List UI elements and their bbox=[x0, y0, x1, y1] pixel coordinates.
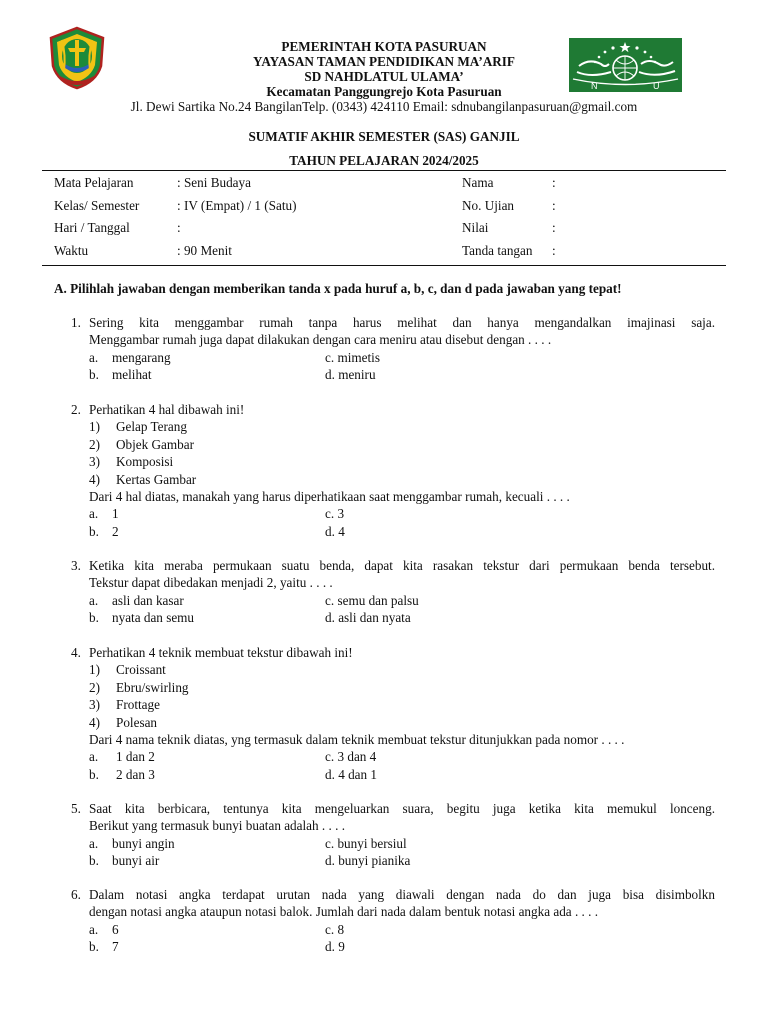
list-item: 3) Komposisi bbox=[89, 454, 174, 470]
list-item: 4) Kertas Gambar bbox=[89, 471, 197, 487]
info-value-score[interactable]: : bbox=[552, 220, 556, 235]
logo-letter-u: U bbox=[653, 81, 660, 91]
question-text: Perhatikan 4 teknik membuat tekstur dibawah ini! bbox=[89, 645, 353, 660]
option-d[interactable]: d. bunyi pianika bbox=[325, 853, 411, 869]
question-4 bbox=[71, 644, 715, 783]
question-text: Berikut yang termasuk bunyi buatan adalah . . . . bbox=[89, 818, 345, 834]
info-label-subject: Mata Pelajaran bbox=[54, 175, 134, 190]
option-b[interactable]: b. 2 bbox=[89, 523, 119, 539]
question-1 bbox=[71, 314, 715, 384]
list-item: 2) Objek Gambar bbox=[89, 436, 194, 452]
question-text: Dalam notasi angka terdapat urutan nada yang diawali dengan nada do dan juga bisa disimbolkn bbox=[89, 887, 715, 902]
option-b[interactable]: b. melihat bbox=[89, 367, 152, 383]
list-item: 3) Frottage bbox=[89, 697, 160, 713]
option-b[interactable]: b. nyata dan semu bbox=[89, 610, 195, 626]
info-label-score: Nilai bbox=[462, 220, 489, 235]
question-number: 5. bbox=[71, 801, 81, 816]
header-address: Jl. Dewi Sartika No.24 BangilanTelp. (0343) 424110 Email: sdnubangilanpasuruan@gmail.com bbox=[130, 99, 638, 114]
info-value-date: : bbox=[177, 220, 181, 235]
option-d[interactable]: d. meniru bbox=[325, 367, 376, 383]
question-text: dengan notasi angka ataupun notasi balok. Jumlah dari nada dalam bentuk notasi angka ada . . . . bbox=[89, 904, 599, 920]
logo-letter-n: N bbox=[591, 81, 598, 91]
header-district: Kecamatan Panggungrejo Kota Pasuruan bbox=[266, 84, 502, 99]
question-text: Tekstur dapat dibedakan menjadi 2, yaitu . . . . bbox=[89, 575, 333, 591]
exam-title: SUMATIF AKHIR SEMESTER (SAS) GANJIL bbox=[248, 129, 520, 144]
option-b[interactable]: b. 2 dan 3 bbox=[89, 766, 155, 782]
question-text: Ketika kita meraba permukaan suatu benda, dapat kita rasakan tekstur dari permukaan benda tersebut. bbox=[89, 558, 715, 573]
option-a[interactable]: a. 1 dan 2 bbox=[89, 749, 155, 765]
question-number: 6. bbox=[71, 887, 81, 902]
question-text: Sering kita menggambar rumah tanpa harus melihat dan hanya mengandalkan imajinasi saja. bbox=[89, 315, 715, 330]
option-c[interactable]: c. mimetis bbox=[325, 349, 380, 365]
question-number: 2. bbox=[71, 402, 81, 417]
option-d[interactable]: d. 4 dan 1 bbox=[325, 766, 378, 782]
divider-top bbox=[42, 170, 726, 171]
question-text: Perhatikan 4 hal dibawah ini! bbox=[89, 402, 245, 417]
option-a[interactable]: a. 1 bbox=[89, 506, 119, 522]
header-foundation: YAYASAN TAMAN PENDIDIKAN MA’ARIF bbox=[253, 54, 515, 69]
option-a[interactable]: a. mengarang bbox=[89, 349, 171, 365]
info-label-date: Hari / Tanggal bbox=[54, 220, 130, 235]
option-d[interactable]: d. 9 bbox=[325, 939, 345, 955]
info-value-time: : 90 Menit bbox=[177, 243, 232, 258]
info-value-name[interactable]: : bbox=[552, 175, 556, 190]
list-item: 1) Croissant bbox=[89, 662, 166, 678]
exam-year: TAHUN PELAJARAN 2024/2025 bbox=[289, 153, 479, 168]
info-value-signature[interactable]: : bbox=[552, 243, 556, 258]
question-text: Dari 4 nama teknik diatas, yng termasuk dalam teknik membuat tekstur ditunjukkan pada nomor . . . . bbox=[89, 732, 625, 748]
info-value-class: : IV (Empat) / 1 (Satu) bbox=[177, 198, 297, 213]
info-value-exam-number[interactable]: : bbox=[552, 198, 556, 213]
option-c[interactable]: c. 3 bbox=[325, 506, 345, 522]
question-text: Menggambar rumah juga dapat dilakukan dengan cara meniru atau disebut dengan . . . . bbox=[89, 332, 552, 348]
option-b[interactable]: b. bunyi air bbox=[89, 853, 160, 869]
option-c[interactable]: c. semu dan palsu bbox=[325, 592, 419, 608]
question-6 bbox=[71, 886, 715, 956]
option-a[interactable]: a. asli dan kasar bbox=[89, 592, 184, 608]
list-item: 1) Gelap Terang bbox=[89, 419, 187, 435]
divider-bottom bbox=[42, 265, 726, 266]
option-a[interactable]: a. 6 bbox=[89, 921, 119, 937]
header-government: PEMERINTAH KOTA PASURUAN bbox=[281, 39, 487, 54]
question-text: Dari 4 hal diatas, manakah yang harus diperhatikaan saat menggambar rumah, kecuali . . . . bbox=[89, 489, 570, 505]
option-c[interactable]: c. 3 dan 4 bbox=[325, 749, 377, 765]
question-3 bbox=[71, 557, 715, 627]
question-number: 4. bbox=[71, 645, 81, 660]
option-c[interactable]: c. 8 bbox=[325, 921, 345, 937]
list-item: 2) Ebru/swirling bbox=[89, 679, 189, 695]
question-2 bbox=[71, 401, 715, 540]
header-school-name: SD NAHDLATUL ULAMA’ bbox=[304, 69, 464, 84]
option-a[interactable]: a. bunyi angin bbox=[89, 835, 175, 851]
question-number: 1. bbox=[71, 315, 81, 330]
question-5 bbox=[71, 800, 715, 870]
list-item: 4) Polesan bbox=[89, 714, 158, 730]
info-label-time: Waktu bbox=[54, 243, 89, 258]
option-c[interactable]: c. bunyi bersiul bbox=[325, 835, 407, 851]
info-value-subject: : Seni Budaya bbox=[177, 175, 251, 190]
option-b[interactable]: b. 7 bbox=[89, 939, 119, 955]
info-label-signature: Tanda tangan bbox=[462, 243, 533, 258]
instruction-text: A. Pilihlah jawaban dengan memberikan tanda x pada huruf a, b, c, dan d pada jawaban yang tepat! bbox=[54, 281, 622, 296]
info-label-name: Nama bbox=[462, 175, 494, 190]
option-d[interactable]: d. 4 bbox=[325, 523, 345, 539]
question-text: Saat kita berbicara, tentunya kita mengeluarkan suara, begitu juga ketika kita memukul lonceng. bbox=[89, 801, 715, 816]
option-d[interactable]: d. asli dan nyata bbox=[325, 610, 411, 626]
question-number: 3. bbox=[71, 558, 81, 573]
info-label-exam-number: No. Ujian bbox=[462, 198, 515, 213]
info-label-class: Kelas/ Semester bbox=[54, 198, 140, 213]
